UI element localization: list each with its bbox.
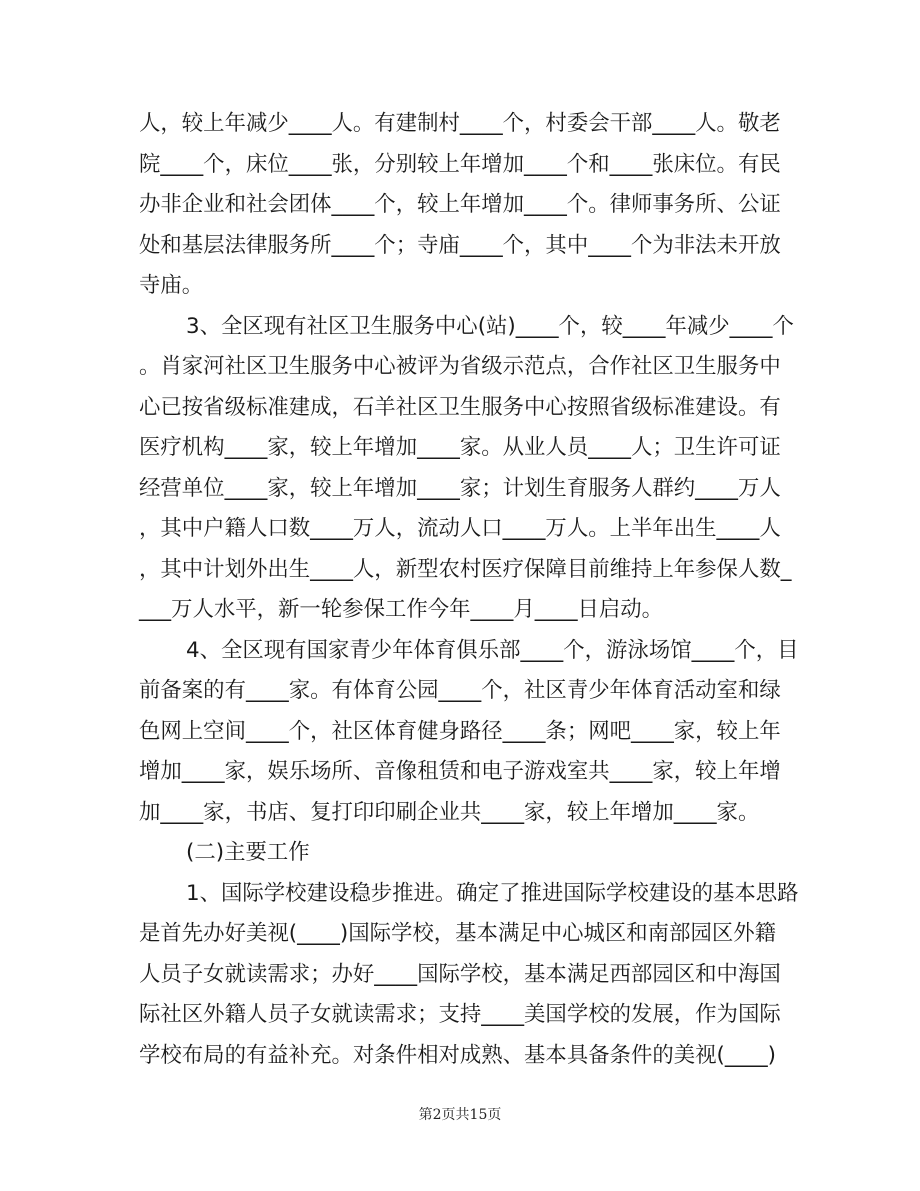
- section-heading: (二)主要工作: [186, 840, 310, 865]
- paragraph-3-start: 3、全区现有社区卫生服务中心(站)____个，较____年减少____个: [186, 313, 794, 339]
- document-body: [139, 104, 799, 1076]
- text-line: 医疗机构____家，较上年增加____家。从业人员____人；卫生许可证: [139, 435, 781, 460]
- page-number-footer: 第2页共15页: [418, 1107, 502, 1123]
- text-line: 人，较上年减少____人。有建制村____个，村委会干部____人。敬老: [139, 111, 781, 136]
- text-line: 院____个，床位____张，分别较上年增加____个和____张床位。有民: [139, 151, 781, 177]
- text-line: 前备案的有____家。有体育公园____个，社区青少年体育活动室和绿: [139, 678, 781, 703]
- text-line: 学校布局的有益补充。对条件相对成熟、基本具备条件的美视(____): [139, 1042, 777, 1068]
- text-line: 办非企业和社会团体____个，较上年增加____个。律师事务所、公证: [139, 192, 781, 217]
- text-line: 处和基层法律服务所____个；寺庙____个，其中____个为非法未开放: [139, 232, 781, 258]
- text-line: 加____家，书店、复打印印刷企业共____家，较上年增加____家。: [139, 799, 760, 825]
- text-line: 。肖家河社区卫生服务中心被评为省级示范点，合作社区卫生服务中: [139, 354, 781, 379]
- paragraph-1-start: 1、国际学校建设稳步推进。确定了推进国际学校建设的基本思路: [186, 880, 799, 906]
- paragraph-4-start: 4、全区现有国家青少年体育俱乐部____个，游泳场馆____个，目: [186, 637, 799, 663]
- text-line: 寺庙。: [139, 273, 204, 298]
- text-line: 增加____家，娱乐场所、音像租赁和电子游戏室共____家，较上年增: [139, 759, 781, 784]
- text-line: 色网上空间____个，社区体育健身路径____条；网吧____家，较上年: [139, 718, 781, 744]
- text-line: ，其中计划外出生____人，新型农村医疗保障目前维持上年参保人数_: [139, 556, 792, 582]
- text-line: 经营单位____家，较上年增加____家；计划生育服务人群约____万人: [139, 475, 781, 501]
- text-line: 际社区外籍人员子女就读需求；支持____美国学校的发展，作为国际: [139, 1002, 781, 1027]
- text-line: 心已按省级标准建成，石羊社区卫生服务中心按照省级标准建设。有: [139, 394, 781, 420]
- text-line: 是首先办好美视(____)国际学校，基本满足中心城区和南部园区外籍: [139, 921, 777, 946]
- text-line: 人员子女就读需求；办好____国际学校，基本满足西部园区和中海国: [139, 961, 781, 987]
- text-line: ，其中户籍人口数____万人，流动人口____万人。上半年出生____人: [139, 516, 781, 541]
- text-line: ___万人水平，新一轮参保工作今年____月____日启动。: [139, 597, 664, 622]
